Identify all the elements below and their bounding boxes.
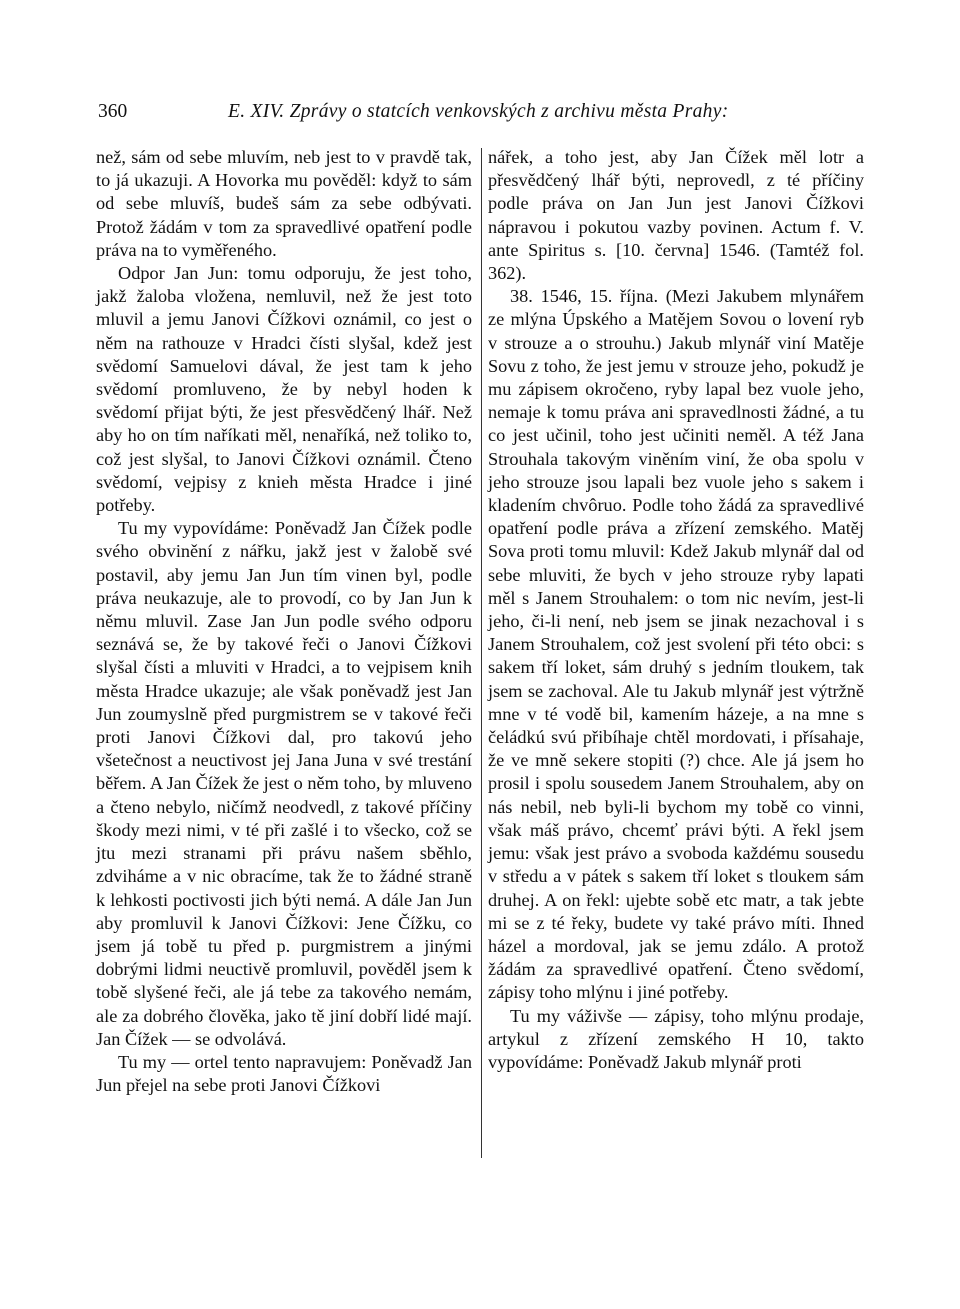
page-number: 360: [98, 101, 128, 122]
paragraph: Odpor Jan Jun: tomu odporuju, že jest toho, jakž žaloba vložena, nemluvil, než že jest toto mluvil a jemu Janovi Čížkovi oznámil, co jest o něm na rathouze v Hradci čísti slyšal, kdež jest svědomí Samuelovi dával, že jest tam k jeho svědomí promluveno, že by nebyl hoden k svědomí přijat býti, že jest přesvědčený lhář. Než aby ho on tím naříkati měl, nenaříká, než toliko to, což jest slyšal, to Janovi Čížkovi oznámil. Čteno svědomí, vejpisy z knieh města Hradce i jiné potřeby.: [96, 263, 472, 516]
right-column: [488, 146, 864, 1074]
paragraph: nářek, a toho jest, aby Jan Čížek měl lotr a přesvědčený lhář býti, neprovedl, z té příčiny podle práva on Jan Jun jest Janovi Čížkovi nápravou i pokutou vazby povinen. Actum f. V. ante Spiritus s. [10. června] 1546. (Tamtéž fol. 362).: [488, 147, 864, 284]
paragraph: Tu my vypovídáme: Poněvadž Jan Čížek podle svého obvinění z nářku, jakž jest v žalobě své postavil, aby jemu Jan Jun tím vinen byl, podle práva neukazuje, ale to provodí, co by Jan Jun k němu mluvil. Zase Jan Jun podle svého odporu seznává se, že by takové řeči o Janovi Čížkovi slyšal čísti a mluviti v Hradci, a to vejpisem knih města Hradce ukazuje; ale však poněvadž jest Jan Jun zoumyslně před purgmistrem se v takové řeči proti Janovi Čížkovi dal, pro takovú jeho všetečnost a neuctivost jej Jana Juna v své trestání běřem. A Jan Čížek že jest o něm toho, by mluveno a čteno nebylo, ničímž neodvedl, z takové příčiny škody mezi nimi, v té při zašlé i to všecko, což se jtu mezi stranami při právu našem sběhlo, zdviháme a v nic obracíme, tak že to žádné straně k lehkosti poctivosti jich býti nemá. A dále Jan Jun aby promluvil k Janovi Čížkovi: Jene Čížku, co jsem já tobě tu před p. purgmistrem a jinými dobrými lidmi neuctivě promluvil, pověděl jsem k tobě slyšené řeči, ale já tebe za takového nemám, ale za dobrého člověka, jako tě jiní dobří lidé mají. Jan Čížek — se odvolává.: [96, 518, 472, 1049]
paragraph: než, sám od sebe mluvím, neb jest to v pravdě tak, to já ukazuji. A Hovorka mu pověděl: když to sám od sebe mluvíš, budeš sám za sebe odbývati. Protož žádám v tom za spravedlivé opatření podle práva na to vyměřeného.: [96, 147, 472, 260]
column-divider: [481, 148, 482, 1158]
page-header: [98, 100, 798, 124]
running-title: E. XIV. Zprávy o statcích venkovských z archivu města Prahy:: [228, 101, 729, 122]
paragraph: 38. 1546, 15. října. (Mezi Jakubem mlynářem ze mlýna Úpského a Matějem Sovou o lovení ryb v strouze a o strouhu.) Jakub mlynář viní Matěje Sovu z toho, že jest jemu v strouze jeho, pokudž je mu zápisem okročeno, ryby lapal bez vuole jeho, nemaje k tomu práva ani spravedlnosti žádné, a tu co jest učinil, toho jest učiniti neměl. A též Jana Strouhala takovým viněním viní, že oba spolu v jeho strouze jsou lapali bez vuole jeho s sakem i kladením chvôruo. Podle toho žádá za spravedlivé opatření podle práva a zřízení zemského. Matěj Sova proti tomu mluvil: Kdež Jakub mlynář dal od sebe mluviti, že bych v jeho strouze ryby lapati měl s Janem Strouhalem: o tom nic nevím, jest-li jeho, či-li není, neb jsem se jinak nezachoval i s Janem Strouhalem, což jest svolení při této obci: s sakem tří loket, sám druhý s jedním tloukem, tak jsem se zachoval. Ale tu Jakub mlynář jest výtržně mne v té vodě bil, kamením házeje, a na mne s čeládkú svú přibíhaje chtěl mordovati, i přísahaje, že ve mně sekere stopiti (?) chce. Ale já jsem ho prosil i spolu sousedem Janem Strouhalem, aby on nás nebil, neb byli-li bychom my tobě co vinni, však máš právo, chcemť právi býti. A řekl jsem jemu: však jest právo a svoboda každému sousedu v středu a v pátek s sakem tří loket s tloukem sám druhej. A on řekl: ujebte sobě etc matr, a tak jebte mi se z té řeky, budete vy také právo míti. Ihned házel a mordoval, jak se jemu zdálo. A protož žádám za spravedlivé opatření. Čteno svědomí, zápisy toho mlýnu i jiné potřeby.: [488, 286, 864, 1003]
paragraph: Tu my — ortel tento napravujem: Poněvadž Jan Jun přejel na sebe proti Janovi Čížkovi: [96, 1051, 472, 1096]
left-column: [96, 146, 472, 1097]
paragraph: Tu my váživše — zápisy, toho mlýnu prodaje, artykul z zřízení zemského H 10, takto vypovídáme: Poněvadž Jakub mlynář proti: [488, 1005, 864, 1072]
